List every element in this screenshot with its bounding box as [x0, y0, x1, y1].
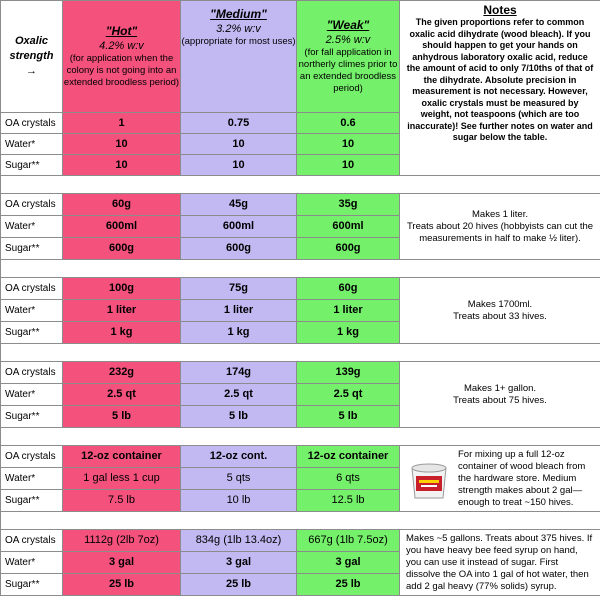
row-label: Sugar**	[1, 238, 63, 260]
table-cell: 600g	[181, 238, 297, 260]
medium-column-header	[181, 1, 297, 113]
group-note-with-image	[400, 446, 600, 512]
weak-title: "Weak"	[297, 18, 399, 33]
group-note: Makes 1700ml. Treats about 33 hives.	[400, 278, 600, 344]
table-cell: 3 gal	[63, 552, 181, 574]
table-cell: 1 kg	[181, 322, 297, 344]
medium-title: "Medium"	[181, 7, 296, 22]
medium-description: (appropriate for most uses)	[181, 36, 296, 48]
table-cell: 1 liter	[181, 300, 297, 322]
table-cell: 0.6	[297, 113, 400, 134]
table-cell: 2.5 qt	[63, 384, 181, 406]
table-row	[1, 362, 600, 384]
row-label: Sugar**	[1, 155, 63, 176]
table-cell: 10 lb	[181, 490, 297, 512]
weak-description: (for fall application in northerly climes prior to an extended broodless period)	[297, 47, 399, 95]
table-cell: 3 gal	[181, 552, 297, 574]
table-cell: 35g	[297, 194, 400, 216]
row-label: Water*	[1, 468, 63, 490]
table-cell: 1 kg	[63, 322, 181, 344]
table-cell: 600ml	[63, 216, 181, 238]
table-row	[1, 530, 600, 552]
axis-label-strength: strength	[10, 50, 54, 62]
table-cell: 232g	[63, 362, 181, 384]
row-label: OA crystals	[1, 362, 63, 384]
table-cell: 60g	[63, 194, 181, 216]
header-row	[1, 1, 600, 113]
spacer-row	[1, 260, 600, 278]
table-cell: 5 qts	[181, 468, 297, 490]
table-cell: 7.5 lb	[63, 490, 181, 512]
table-cell: 75g	[181, 278, 297, 300]
table-cell: 834g (1lb 13.4oz)	[181, 530, 297, 552]
row-label: Sugar**	[1, 322, 63, 344]
arrow-right-icon: →	[26, 65, 37, 77]
table-cell: 12-oz container	[297, 446, 400, 468]
table-cell: 10	[63, 155, 181, 176]
table-cell: 1112g (2lb 7oz)	[63, 530, 181, 552]
table-cell: 12-oz container	[63, 446, 181, 468]
table-cell: 600ml	[181, 216, 297, 238]
medium-ratio: 3.2% w:v	[181, 22, 296, 36]
hot-title: "Hot"	[63, 24, 180, 39]
row-label: Water*	[1, 384, 63, 406]
group-note: Makes ~5 gallons. Treats about 375 hives. If you have heavy bee feed syrup on hand, you can use it instead of sugar. First dissolve the OA into 1 gal of hot water, then add 2 gal heavy (77% solids) syrup.	[400, 530, 600, 596]
table-cell: 600ml	[297, 216, 400, 238]
row-label: OA crystals	[1, 194, 63, 216]
notes-title: Notes	[406, 4, 594, 16]
weak-column-header	[297, 1, 400, 113]
table-row	[1, 278, 600, 300]
table-cell: 139g	[297, 362, 400, 384]
table-cell: 100g	[63, 278, 181, 300]
table-cell: 10	[181, 155, 297, 176]
table-cell: 6 qts	[297, 468, 400, 490]
group-note: Makes 1 liter. Treats about 20 hives (hobbyists can cut the measurements in half to make ½ liter).	[400, 194, 600, 260]
row-label: Water*	[1, 134, 63, 155]
table-row	[1, 446, 600, 468]
strength-axis-label	[1, 1, 63, 113]
table-cell: 10	[63, 134, 181, 155]
table-cell: 10	[297, 134, 400, 155]
axis-label-oxalic: Oxalic	[15, 35, 48, 47]
row-label: OA crystals	[1, 446, 63, 468]
table-cell: 5 lb	[297, 406, 400, 428]
table-cell: 25 lb	[297, 574, 400, 596]
table-cell: 174g	[181, 362, 297, 384]
group-note: Makes 1+ gallon. Treats about 75 hives.	[400, 362, 600, 428]
row-label: Sugar**	[1, 490, 63, 512]
table-cell: 5 lb	[63, 406, 181, 428]
table-cell: 10	[181, 134, 297, 155]
table-cell: 1 liter	[297, 300, 400, 322]
table-cell: 45g	[181, 194, 297, 216]
spacer-row	[1, 344, 600, 362]
table-cell: 2.5 qt	[297, 384, 400, 406]
table-cell: 60g	[297, 278, 400, 300]
row-label: OA crystals	[1, 278, 63, 300]
table-cell: 600g	[297, 238, 400, 260]
hot-ratio: 4.2% w:v	[63, 39, 180, 53]
table-cell: 667g (1lb 7.5oz)	[297, 530, 400, 552]
wood-bleach-tub-icon	[406, 456, 452, 502]
row-label: OA crystals	[1, 113, 63, 134]
table-row	[1, 194, 600, 216]
row-label: Water*	[1, 300, 63, 322]
table-cell: 1	[63, 113, 181, 134]
table-cell: 5 lb	[181, 406, 297, 428]
table-cell: 12.5 lb	[297, 490, 400, 512]
group-note: For mixing up a full 12-oz container of wood bleach from the hardware store. Medium strength makes about 2 gal—enough to treat ~150 hives.	[458, 449, 598, 509]
hot-description: (for application when the colony is not going into an extended broodless period)	[63, 53, 180, 89]
table-cell: 25 lb	[63, 574, 181, 596]
hot-column-header	[63, 1, 181, 113]
row-label: Sugar**	[1, 574, 63, 596]
notes-text: The given proportions refer to common oxalic acid dihydrate (wood bleach). If you should happen to get your hands on anhydrous laboratory oxalic acid, reduce the amount of acid to only 7/10ths of that of the dihydrate. Absolute precision in measurement is not necessary. However, oxalic crystals must be measured by weight, not teaspoons (which are too inaccurate)! See further notes on water and sugar below the table.	[406, 17, 594, 144]
table-cell: 1 gal less 1 cup	[63, 468, 181, 490]
table-cell: 600g	[63, 238, 181, 260]
table-cell: 12-oz cont.	[181, 446, 297, 468]
row-label: Water*	[1, 216, 63, 238]
notes-cell	[400, 1, 600, 176]
table-cell: 2.5 qt	[181, 384, 297, 406]
table-cell: 1 liter	[63, 300, 181, 322]
spacer-row	[1, 512, 600, 530]
spacer-row	[1, 176, 600, 194]
table-cell: 3 gal	[297, 552, 400, 574]
table-cell: 1 kg	[297, 322, 400, 344]
spacer-row	[1, 428, 600, 446]
table-cell: 10	[297, 155, 400, 176]
table-cell: 0.75	[181, 113, 297, 134]
table-cell: 25 lb	[181, 574, 297, 596]
row-label: OA crystals	[1, 530, 63, 552]
row-label: Water*	[1, 552, 63, 574]
row-label: Sugar**	[1, 406, 63, 428]
weak-ratio: 2.5% w:v	[297, 33, 399, 47]
